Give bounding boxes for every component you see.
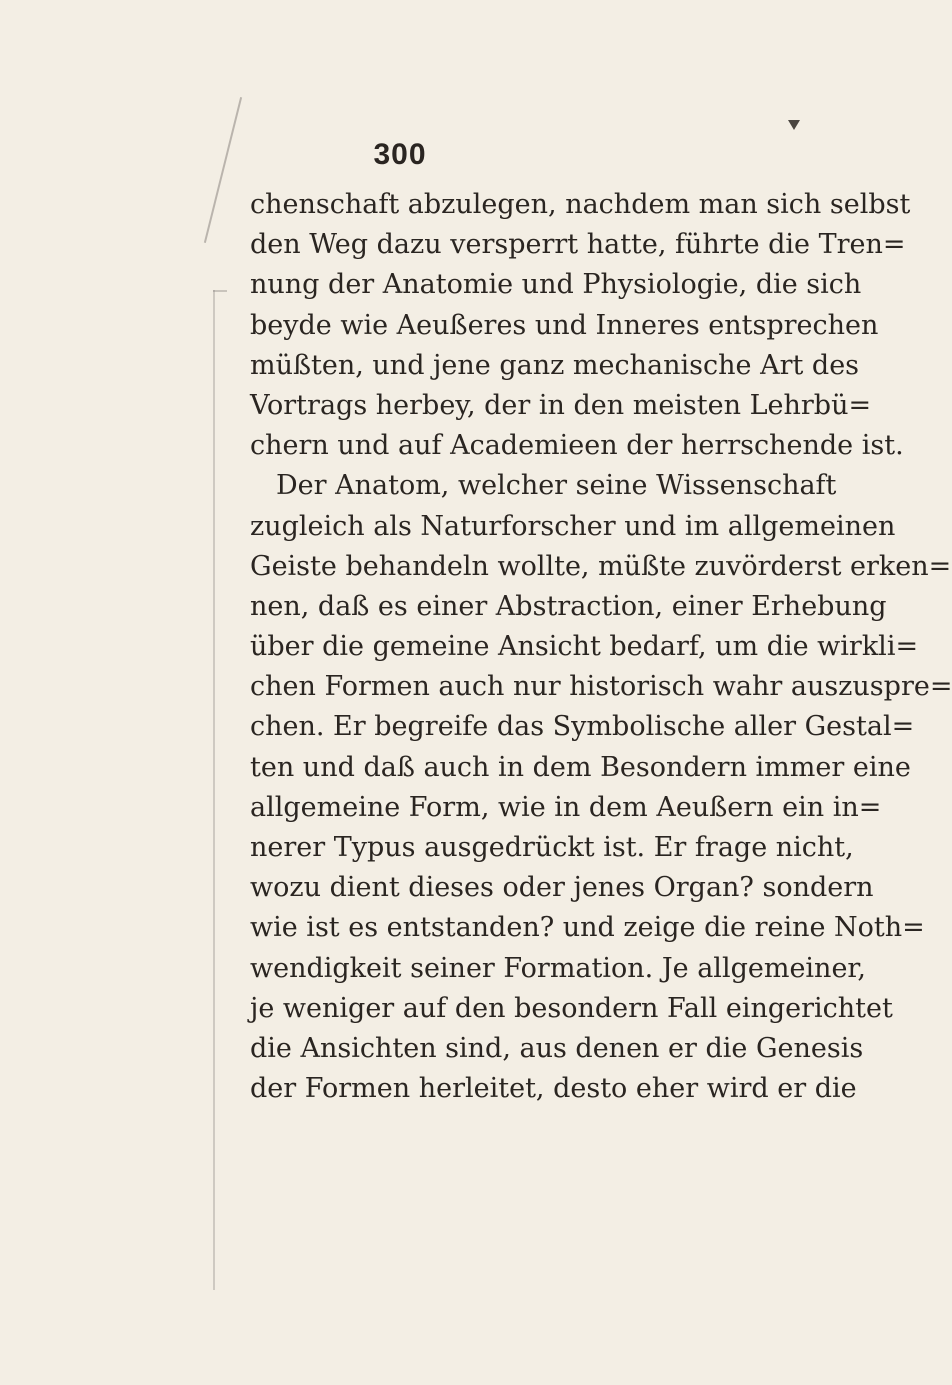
text-line: beyde wie Aeußeres und Inneres entsprechen: [250, 309, 879, 341]
text-line: die Ansichten sind, aus denen er die Genesis: [250, 1032, 864, 1064]
text-line: chenschaft abzulegen, nachdem man sich selbst: [250, 189, 911, 220]
page-number: 300: [373, 138, 427, 171]
text-line: über die gemeine Ansicht bedarf, um die wirkli=: [250, 631, 919, 663]
text-line: Geiste behandeln wollte, müßte zuvörderst erken=: [250, 550, 952, 582]
text-line: Der Anatom, welcher seine Wissenschaft: [276, 470, 837, 502]
text-line: chen. Er begreife das Symbolische aller Gestal=: [250, 711, 915, 743]
corner-mark: [788, 120, 800, 130]
body-text: [250, 185, 952, 1109]
text-line: chen Formen auch nur historisch wahr auszuspre=: [250, 671, 952, 703]
text-line: nerer Typus ausgedrückt ist. Er frage nicht,: [250, 832, 854, 863]
text-line: nen, daß es einer Abstraction, einer Erhebung: [250, 590, 887, 622]
text-line: ten und daß auch in dem Besondern immer eine: [250, 751, 911, 783]
text-line: wozu dient dieses oder jenes Organ? sondern: [250, 872, 874, 904]
text-line: Vortrags herbey, der in den meisten Lehrbü=: [250, 389, 872, 421]
text-line: zugleich als Naturforscher und im allgemeinen: [250, 510, 896, 542]
text-line: allgemeine Form, wie in dem Aeußern ein in=: [250, 791, 882, 823]
margin-bracket-mark: [213, 290, 215, 1290]
margin-bracket-top: [213, 290, 227, 292]
text-line: je weniger auf den besondern Fall eingerichtet: [250, 992, 893, 1024]
text-line: wie ist es entstanden? und zeige die reine Noth=: [250, 912, 925, 944]
text-line: den Weg dazu versperrt hatte, führte die Tren=: [250, 229, 906, 261]
text-line: nung der Anatomie und Physiologie, die sich: [250, 269, 862, 301]
text-line: wendigkeit seiner Formation. Je allgemeiner,: [250, 952, 866, 984]
text-line: der Formen herleitet, desto eher wird er die: [250, 1073, 857, 1105]
text-line: chern und auf Academieen der herrschende ist.: [250, 430, 904, 462]
text-line: müßten, und jene ganz mechanische Art des: [250, 349, 860, 381]
